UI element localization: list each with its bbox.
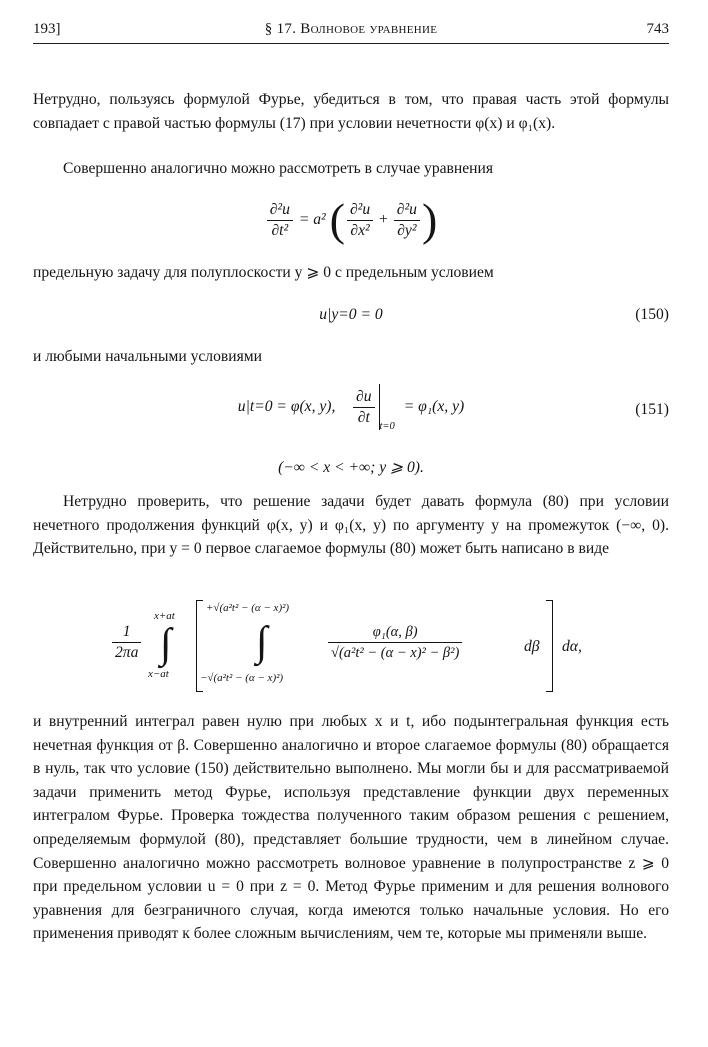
term1-fraction: [347, 200, 373, 241]
outer-integral-sign: ∫: [160, 621, 172, 667]
outer-differential: dα,: [562, 638, 582, 655]
running-title: § 17. Волновое уравнение: [264, 21, 438, 37]
term1-numerator: ∂²u: [347, 200, 373, 221]
outer-lower-limit: x−at: [148, 668, 169, 680]
coefficient: = a²: [298, 211, 326, 229]
plus-sign: +: [379, 211, 388, 229]
paragraph-6: и внутренний интеграл равен нулю при любых x и t, ибо подынтегральная функция есть нечетная функция от β. Совершенно аналогично и второе слагаемое формулы (80) обращается в нуль, так что условие (150) действительно выполнено. Мы могли бы и для рассматриваемой задачи применить метод Фурье, используя представление функции двух переменных интегралом Фурье. Проверка тождества полученного таким образом решения с решением, определяемым формулой (80), представляет большие трудности, чем в линейном случае. Совершенно аналогично можно рассмотреть волновое уравнение в полупространстве z ⩾ 0 при предельном условии u = 0 при z = 0. Метод Фурье применим и для решения волнового уравнения для безграничного случая, когда имеются только начальные условия. Но его применения приводят к более сложным вычислениям, чем те, которые мы применяли выше.: [33, 713, 669, 943]
equation-151: [33, 384, 669, 436]
prefactor-numerator: 1: [112, 622, 141, 643]
paragraph-3: предельную задачу для полуплоскости y ⩾ 0 с предельным условием: [33, 264, 494, 281]
header-rule: [33, 43, 669, 44]
inner-differential: dβ: [524, 638, 540, 655]
prefactor-fraction: [112, 622, 141, 663]
integrand-fraction: [328, 622, 462, 663]
equation-integral: [110, 598, 630, 698]
equation-150-body: u|y=0 = 0: [319, 306, 383, 323]
lhs-denominator: ∂t²: [271, 221, 289, 239]
lhs-numerator: ∂²u: [267, 200, 293, 221]
prefactor-denominator: 2πa: [115, 644, 139, 661]
left-paren: (: [329, 194, 345, 245]
lhs-fraction: [267, 200, 293, 241]
paragraph-1: Нетрудно, пользуясь формулой Фурье, убедиться в том, что правая часть этой формулы совпадает с правой частью формулы (17) при условии нечетности φ(x) и φ₁(x).: [33, 91, 669, 132]
paragraph-2: Совершенно аналогично можно рассмотреть в случае уравнения: [63, 160, 494, 177]
outer-upper-limit: x+at: [154, 610, 175, 622]
section-ref: 193]: [33, 21, 61, 37]
inner-lower-limit: −√(a²t² − (α − x)²): [200, 672, 284, 684]
equation-151-number: (151): [635, 401, 669, 418]
page-number: 743: [646, 21, 669, 37]
term2-numerator: ∂²u: [394, 200, 420, 221]
derivative-numerator: ∂u: [353, 387, 375, 408]
inner-integral-sign: ∫: [256, 619, 268, 665]
integrand-denominator: √(a²t² − (α − x)² − β²): [331, 645, 460, 661]
equation-domain: (−∞ < x < +∞; y ⩾ 0).: [278, 459, 424, 476]
derivative-denominator: ∂t: [357, 408, 370, 426]
term1-denominator: ∂x²: [350, 221, 370, 239]
evaluation-subscript: t=0: [379, 420, 395, 432]
equation-150-number: (150): [635, 306, 669, 323]
paragraph-4: и любыми начальными условиями: [33, 348, 262, 365]
term2-denominator: ∂y²: [397, 221, 417, 239]
equation-151-left: u|t=0 = φ(x, y),: [237, 398, 336, 416]
equation-wave: [33, 194, 669, 251]
right-bracket: [546, 600, 553, 692]
integrand-numerator: φ₁(α, β): [328, 622, 462, 643]
term2-fraction: [394, 200, 420, 241]
right-paren: ): [421, 194, 438, 245]
derivative-fraction: [353, 387, 375, 428]
running-header: [33, 18, 669, 40]
inner-upper-limit: +√(a²t² − (α − x)²): [206, 602, 290, 614]
equation-150: [33, 303, 669, 327]
equation-151-right: = φ₁(x, y): [403, 398, 465, 416]
paragraph-5: Нетрудно проверить, что решение задачи будет давать формула (80) при условии нечетного продолжения функций φ(x, y) и φ₁(x, y) по аргументу y на промежуток (−∞, 0). Действительно, при y = 0 первое слагаемое формулы (80) может быть написано в виде: [33, 493, 669, 558]
